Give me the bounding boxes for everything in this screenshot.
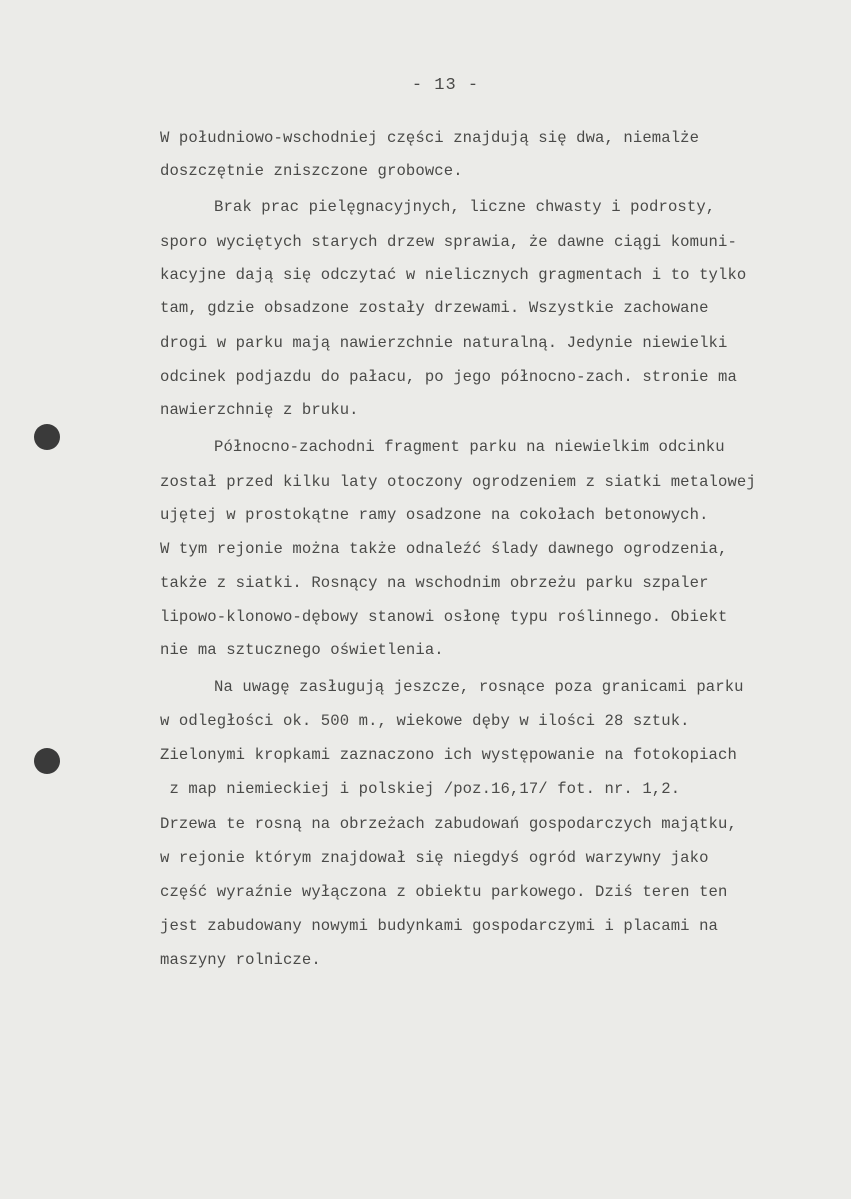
text-line: doszczętnie zniszczone grobowce. [160,162,463,180]
text-line: lipowo-klonowo-dębowy stanowi osłonę typu roślinnego. Obiekt [160,608,728,626]
text-line: w odległości ok. 500 m., wiekowe dęby w ilości 28 sztuk. [160,712,690,730]
text-line: ujętej w prostokątne ramy osadzone na cokołach betonowych. [160,506,709,524]
text-line: Zielonymi kropkami zaznaczono ich występowanie na fotokopiach [160,746,737,764]
text-line: Na uwagę zasługują jeszcze, rosnące poza granicami parku [214,678,744,696]
text-line: Brak prac pielęgnacyjnych, liczne chwasty i podrosty, [214,198,716,216]
text-line: nawierzchnię z bruku. [160,401,359,419]
text-line: część wyraźnie wyłączona z obiektu parkowego. Dziś teren ten [160,883,728,901]
text-line: W południowo-wschodniej części znajdują się dwa, niemalże [160,129,700,147]
text-line: został przed kilku laty otoczony ogrodzeniem z siatki metalowej [160,473,756,491]
text-line: maszyny rolnicze. [160,951,321,969]
text-line: w rejonie którym znajdował się niegdyś ogród warzywny jako [160,849,709,867]
page-number: - 13 - [411,76,480,95]
text-line: Północno-zachodni fragment parku na niewielkim odcinku [214,438,725,456]
text-line: nie ma sztucznego oświetlenia. [160,641,444,659]
punch-hole-bottom [34,748,60,774]
text-line: kacyjne dają się odczytać w nielicznych gragmentach i to tylko [160,266,747,284]
text-line: Drzewa te rosną na obrzeżach zabudowań gospodarczych majątku, [160,815,737,833]
text-line: tam, gdzie obsadzone zostały drzewami. Wszystkie zachowane [160,299,709,317]
text-line: także z siatki. Rosnący na wschodnim obrzeżu parku szpaler [160,574,709,592]
text-line: sporo wyciętych starych drzew sprawia, że dawne ciągi komuni- [160,233,737,251]
text-line: z map niemieckiej i polskiej /poz.16,17/ fot. nr. 1,2. [160,780,681,798]
text-line: W tym rejonie można także odnaleźć ślady dawnego ogrodzenia, [160,540,728,558]
punch-hole-top [34,424,60,450]
text-line: drogi w parku mają nawierzchnie naturalną. Jedynie niewielki [160,334,728,352]
text-line: odcinek podjazdu do pałacu, po jego północno-zach. stronie ma [160,368,737,386]
text-line: jest zabudowany nowymi budynkami gospodarczymi i placami na [160,917,719,935]
